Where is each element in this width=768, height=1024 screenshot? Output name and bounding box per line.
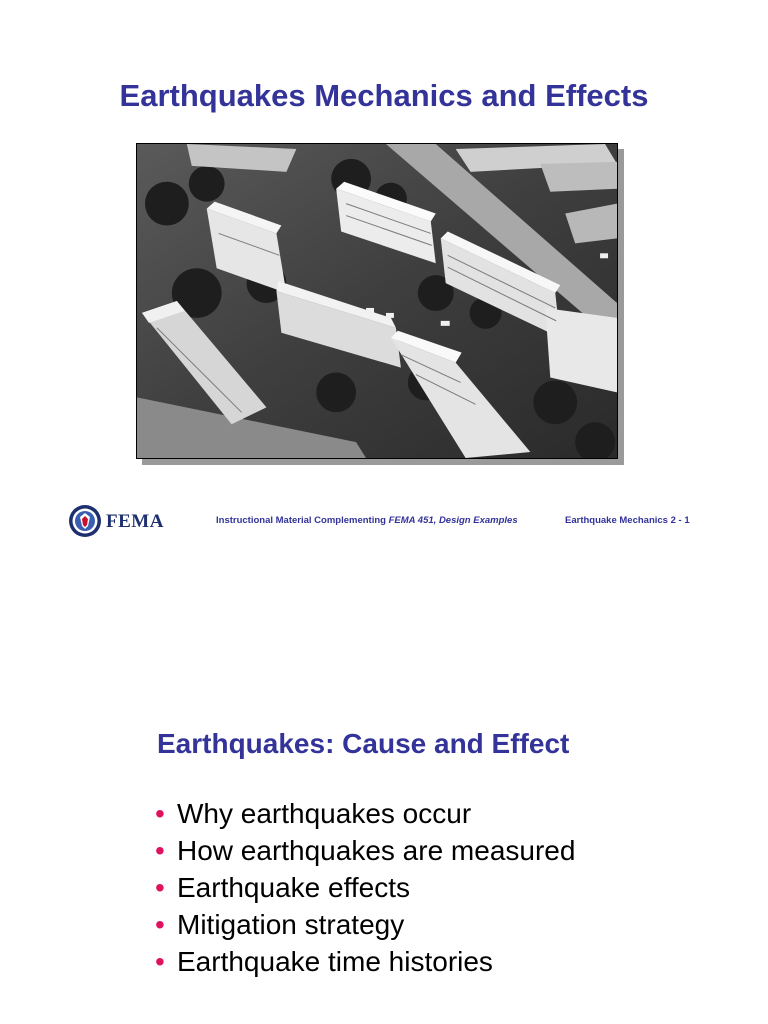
slide-footer — [0, 502, 768, 542]
list-item — [155, 800, 575, 837]
bullet-text: Mitigation strategy — [177, 909, 405, 940]
aerial-earthquake-damage-photo — [136, 143, 618, 459]
bullet-dot-icon: • — [155, 872, 165, 903]
footer-slide-ref: Earthquake Mechanics 2 - 1 — [565, 515, 690, 526]
list-item — [155, 874, 575, 911]
bullet-text: Earthquake time histories — [177, 946, 493, 977]
bullet-dot-icon: • — [155, 835, 165, 866]
dhs-seal-icon — [68, 504, 102, 538]
bullet-list — [155, 800, 575, 985]
bullet-text: Earthquake effects — [177, 872, 410, 903]
footer-instructional-text — [216, 515, 518, 526]
footer-italic-ref: FEMA 451, Design Examples — [388, 515, 518, 526]
bullet-text: Why earthquakes occur — [177, 798, 472, 829]
fema-logo-text: FEMA — [106, 511, 164, 532]
bullet-dot-icon: • — [155, 909, 165, 940]
slide-title: Earthquakes Mechanics and Effects — [119, 78, 649, 113]
list-item — [155, 911, 575, 948]
footer-prefix: Instructional Material Complementing — [216, 515, 389, 526]
bullet-dot-icon: • — [155, 946, 165, 977]
bullet-dot-icon: • — [155, 798, 165, 829]
bullet-text: How earthquakes are measured — [177, 835, 576, 866]
photo-frame — [136, 143, 618, 459]
list-item — [155, 837, 575, 874]
list-item — [155, 948, 575, 985]
slide2-title: Earthquakes: Cause and Effect — [157, 728, 570, 759]
